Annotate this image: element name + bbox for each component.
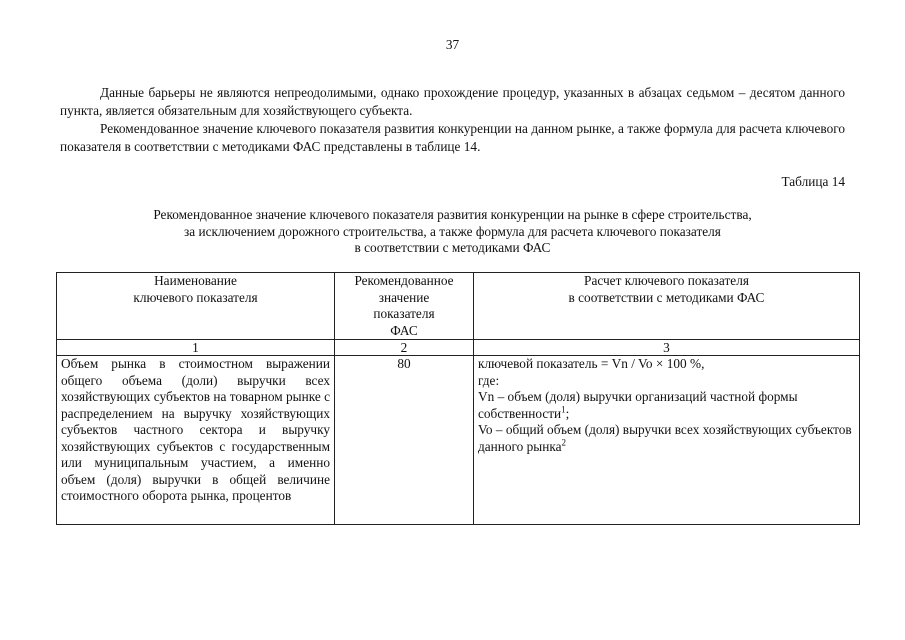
header-text: ключевого показателя: [133, 289, 258, 305]
recommended-value-cell: 80: [335, 356, 474, 525]
table-header-row: [57, 273, 860, 340]
column-number: 3: [474, 340, 860, 356]
formula-cell: [474, 356, 860, 525]
header-text: показателя: [373, 306, 435, 321]
header-text: Наименование: [154, 273, 237, 288]
caption-line: в соответствии с методиками ФАС: [354, 240, 551, 255]
indicator-name-cell: Объем рынка в стоимостном выражении общего объема (доли) выручки всех хозяйствующих субъектов на товарном рынке с распределением на выручку хозяйствующих субъектов частного сектора и выручку хозяйствующих субъектов с государственным или муниципальным участием, а именно объем (доля) выручки в общей величине стоимостного оборота рынка, процентов: [57, 356, 335, 525]
header-text: Расчет ключевого показателя: [584, 273, 749, 288]
table-label: Таблица 14: [781, 174, 845, 189]
page-number: 37: [445, 37, 460, 52]
caption-line: Рекомендованное значение ключевого показателя развития конкуренции на рынке в сфере строительства,: [153, 207, 752, 222]
footnote-ref-2: 2: [561, 437, 567, 448]
footnote-ref-1: 1: [561, 404, 566, 415]
header-recommended-value: [335, 273, 474, 340]
paragraph-barriers: [60, 84, 845, 120]
vo-text: Vo – общий объем (доля) выручки всех хозяйствующих субъектов данного рынка: [478, 422, 852, 454]
table-caption: [60, 207, 845, 257]
header-text: Рекомендованное: [354, 273, 454, 288]
vn-text: Vn – объем (доля) выручки организаций частной формы собственности: [478, 389, 798, 421]
formula-where: где:: [478, 372, 500, 388]
header-text: в соответствии с методиками ФАС: [568, 289, 765, 305]
column-number: 1: [57, 340, 335, 356]
header-indicator-name: [57, 273, 335, 340]
paragraph-recommended-value: [60, 120, 845, 156]
paragraph-recommended-value-text: Рекомендованное значение ключевого показателя развития конкуренции на данном рынке, а также формула для расчета ключевого показателя в соответствии с методиками ФАС представлены в таблице 14.: [60, 121, 845, 154]
column-number: 2: [335, 340, 474, 356]
formula-vn-definition: [478, 389, 855, 422]
formula-text: ключевой показатель = Vn / Vo × 100 %,: [478, 356, 705, 371]
column-number-row: [57, 340, 860, 356]
formula-vo-definition: [478, 422, 855, 455]
vn-text-end: ;: [565, 405, 570, 421]
header-text: ФАС: [390, 322, 418, 338]
table-row: [57, 356, 860, 525]
header-calculation: [474, 273, 860, 340]
header-text: значение: [378, 289, 430, 305]
caption-line: за исключением дорожного строительства, а также формула для расчета ключевого показателя: [184, 223, 721, 239]
indicator-table: [56, 272, 860, 525]
paragraph-barriers-text: Данные барьеры не являются непреодолимыми, однако прохождение процедур, указанных в абзацах седьмом – десятом данного пункта, является обязательным для хозяйствующего субъекта.: [60, 85, 845, 118]
